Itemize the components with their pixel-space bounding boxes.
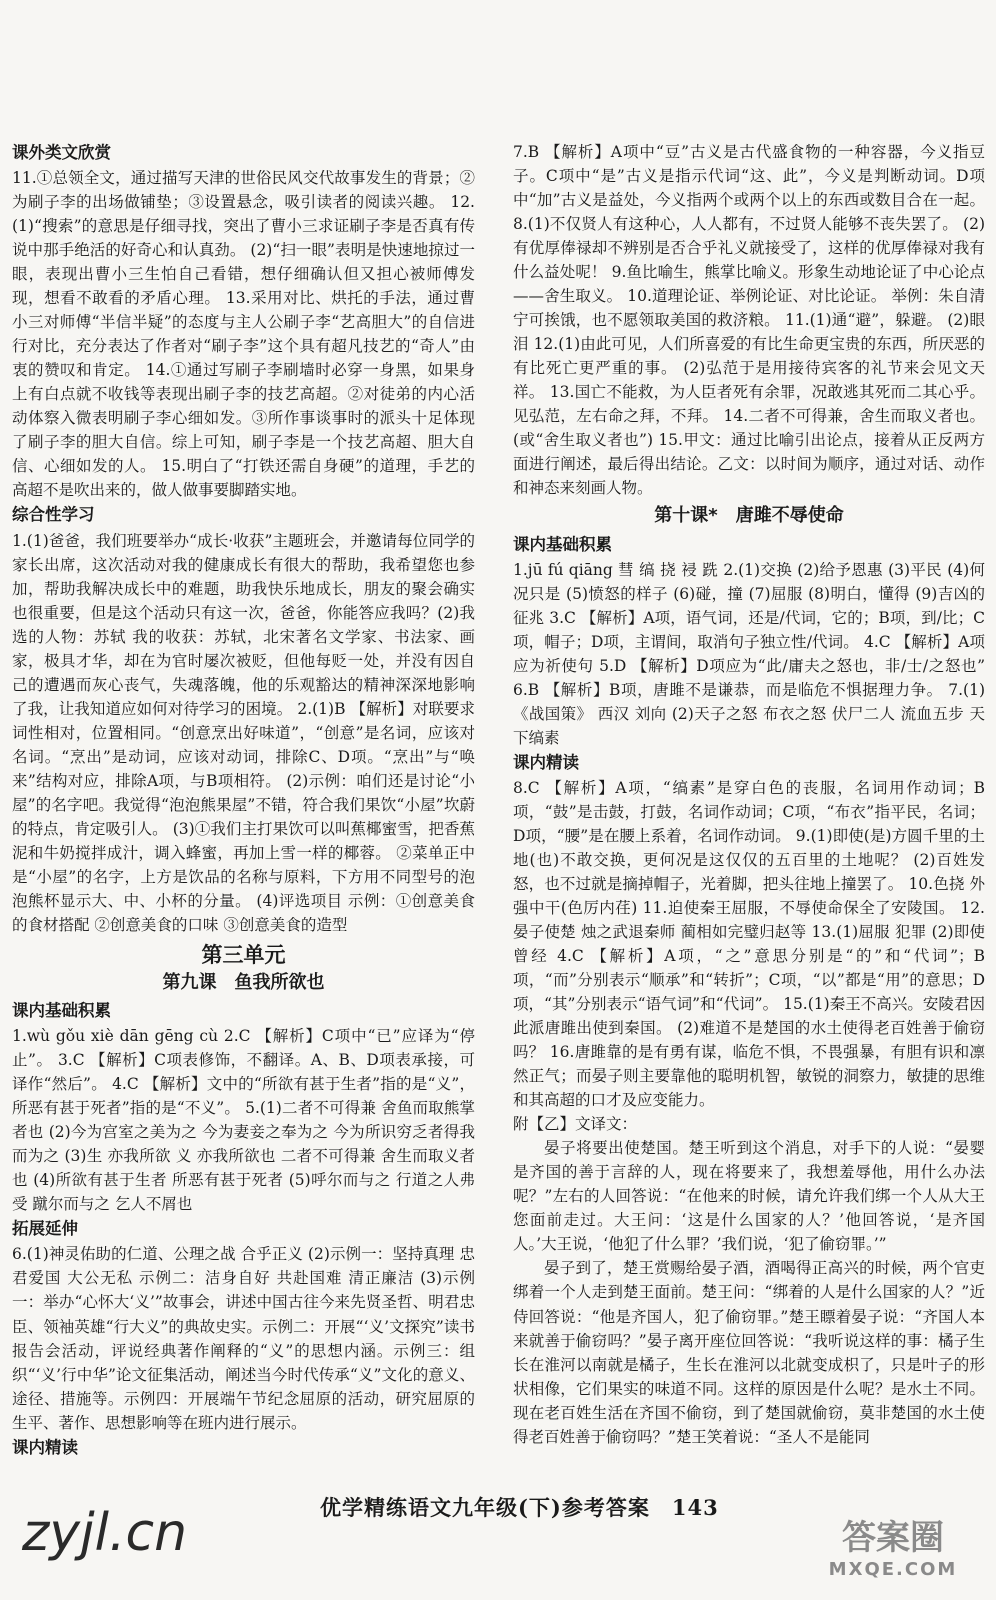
section-text: 1.wù gǒu xiè dān gēng cù 2.C 【解析】C项中“已”应译为“停止”。 3.C 【解析】C项表修饰，不翻译。A、B、D项表承接，可译作“然后”。 4.C 【解析】文中的“所欲有甚于生者”指的是“义”，所恶有甚于死者”指的是“不义”。 5.(1)二者不可得兼 舍鱼而取熊掌者也 (2)今为宫室之美为之 今为妻妾之奉为之 今为所识穷乏者得我而为之 (3)生 亦我所欲 义 亦我所欲也 二者不可得兼 舍生而取义者也 (4)所欲有甚于生者 所恶有甚于死者 (5)呼尔而与之 行道之人弗受 蹴尔而与之 乞人不屑也 xyxy=(12,1027,475,1214)
section-heading: 课内精读 xyxy=(12,1437,78,1457)
lesson-title: 第九课 鱼我所欲也 xyxy=(162,972,325,994)
left-column xyxy=(12,140,475,1461)
watermark-right xyxy=(818,1510,968,1580)
section-text: 1.jū fú qiāng 彗 缟 挠 祲 跣 2.(1)交换 (2)给予恩惠 (3)平民 (4)何况只是 (5)愤怒的样子 (6)碰，撞 (7)屈服 (8)明白，懂得 (9)吉凶的征兆 3.C 【解析】A项，语气词，还是/代词，它的；B项，到/比；C项，帽子；D项，主谓间，取消句子独立性/代词。 4.C 【解析】A项应为祈使句 5.D 【解析】D项应为“此/庸夫之怒也，非/士/之怒也” 6.B 【解析】B项，唐雎不是谦恭，而是临危不惧据理力争。 7.(1)《战国策》 西汉 刘向 (2)天子之怒 布衣之怒 伏尸二人 流血五步 天下缟素 xyxy=(513,560,985,747)
page-footer: 优学精练语文九年级(下)参考答案 143 xyxy=(320,1495,719,1520)
section-heading: 课内基础积累 xyxy=(513,534,612,554)
section-text: 1.(1)爸爸，我们班要举办“成长·收获”主题班会，并邀请每位同学的家长出席，这次活动对我的健康成长有很大的帮助，我希望您也参加，帮助我解决成长中的难题，助我快乐地成长，朋友的聚会确实也很重要，但是这个活动只有这一次，爸爸，你能答应我吗？(2)我选的人物：苏轼 我的收获：苏轼，北宋著名文学家、书法家、画家，极具才华，却在为官时屡次被贬，但他每贬一处，并没有因自己的遭遇而灰心丧气，失魂落魄，他的乐观豁达的精神深深地影响了我，让我知道应如何对待学习的困境。 2.(1)B 【解析】对联要求词性相对，位置相同。“创意烹出好味道”，“创意”是名词，应该对名词。“烹出”是动词，应该对动词，排除C、D项。“烹出”与“唤来”结构对应，排除A项，与B项相符。 (2)示例：咱们还是讨论“小屋”的名字吧。我觉得“泡泡熊果屋”不错，符合我们果饮“小屋”坎蔚的特点，肯定吸引人。 (3)①我们主打果饮可以叫蕉椰蜜雪，把香蕉泥和牛奶搅拌成汁，调入蜂蜜，再加上雪一样的椰蓉。 ②菜单正中是“小屋”的名字，上方是饮品的名称与原料，下方用不同型号的泡泡熊杯显示大、中、小杯的分量。 (4)评选项目 示例：①创意美食的食材搭配 ②创意美食的口味 ③创意美食的造型 xyxy=(12,531,475,934)
translation-paragraph: 晏子将要出使楚国。楚王听到这个消息，对手下的人说：“晏婴是齐国的善于言辞的人，现在将要来了，我想羞辱他，用什么办法呢？”左右的人回答说：“在他来的时候，请允许我们绑一个人从大王您面前走过。大王问：‘这是什么国家的人？’他回答说，‘是齐国人。’大王说，‘他犯了什么罪？’我们说，‘犯了偷窃罪。’” xyxy=(513,1139,985,1254)
section-heading: 拓展延伸 xyxy=(12,1219,78,1239)
section-text: 8.C 【解析】A项，“缟素”是穿白色的丧服，名词用作动词；B项，“鼓”是击鼓，打鼓，名词作动词；C项，“布衣”指平民，名词；D项，“腰”是在腰上系着，名词作动词。 9.(1)即使(是)方圆千里的土地(也)不敢交换，更何况是这仅仅的五百里的土地呢？ (2)百姓发怒，也不过就是摘掉帽子，光着脚，把头往地上撞罢了。 10.色挠 外强中干(色厉内荏) 11.迫使秦王屈服，不辱使命保全了安陵国。 12.晏子使楚 烛之武退秦师 蔺相如完璧归赵等 13.(1)屈服 犯罪 (2)即使 曾经 4.C 【解析】A项，“之”意思分别是“的”和“代词”；B项，“而”分别表示“顺承”和“转折”；C项，“以”都是“用”的意思；D项，“其”分别表示“语气词”和“代词”。 15.(1)秦王不高兴。安陵君因此派唐雎出使到秦国。 (2)难道不是楚国的水土使得老百姓善于偷窃吗？ 16.唐雎靠的是有勇有谋，临危不惧，不畏强暴，有胆有识和凛然正气；而晏子则主要靠他的聪明机智，敏锐的洞察力，敏捷的思维和其高超的口才及应变能力。 xyxy=(513,778,985,1110)
watermark-left: zyjl.cn xyxy=(22,1503,188,1563)
translation-heading: 附【乙】文译文： xyxy=(513,1115,638,1134)
watermark-logo-text: 答案圈 xyxy=(842,1518,944,1558)
unit-title: 第三单元 xyxy=(201,943,286,968)
section-text: 7.B 【解析】A项中“豆”古义是古代盛食物的一种容器，今义指豆子。C项中“是”古义是指示代词“这、此”，今义是判断动词。D项中“加”古义是益处，今义指两个或两个以上的东西或数目合在一起。 8.(1)不仅贤人有这种心，人人都有，不过贤人能够不丧失罢了。 (2)有优厚俸禄却不辨别是否合乎礼义就接受了，这样的优厚俸禄对我有什么益处呢！ 9.鱼比喻生，熊掌比喻义。形象生动地论证了中心论点——舍生取义。 10.道理论证、举例论证、对比论证。 举例：朱自清宁可挨饿，也不愿领取美国的救济粮。 11.(1)通“避”，躲避。 (2)眼泪 12.(1)由此可见，人们所喜爱的有比生命更宝贵的东西，所厌恶的有比死亡更严重的事。 (2)弘范于是用接待宾客的礼节来会见文天祥。 13.国亡不能救，为人臣者死有余罪，况敢逃其死而二其心乎。 见弘范，左右命之拜，不拜。 14.二者不可得兼，舍生而取义者也。(或“舍生取义者也”) 15.甲文：通过比喻引出论点，接着从正反两方面进行阐述，最后得出结论。乙文：以时间为顺序，通过对话、动作和神态来刻画人物。 xyxy=(513,143,985,498)
right-column xyxy=(513,140,985,1449)
section-heading: 课外类文欣赏 xyxy=(12,143,111,162)
section-heading: 课内基础积累 xyxy=(12,1001,111,1021)
watermark-domain: MXQE.COM xyxy=(828,1559,958,1580)
section-text: 6.(1)神灵佑助的仁道、公理之战 合乎正义 (2)示例一：坚持真理 忠君爱国 大公无私 示例二：洁身自好 共赴国难 清正廉洁 (3)示例一：举办“心怀大‘义’”故事会，讲述中国古往今来先贤圣哲、明君忠臣、领袖英雄“行大义”的典故史实。示例二：开展“‘义’文探究”读书报告会活动，评说经典著作阐释的“义”的思想内涵。示例三：组织“‘义’行中华”论文征集活动，阐述当今时代传承“义”文化的意义、途径、措施等。示例四：开展端午节纪念屈原的活动，研究屈原的生平、著作、思想影响等在班内进行展示。 xyxy=(12,1245,475,1432)
section-heading: 综合性学习 xyxy=(12,505,95,525)
section-heading: 课内精读 xyxy=(513,752,579,772)
translation-paragraph: 晏子到了，楚王赏赐给晏子酒，酒喝得正高兴的时候，两个官吏绑着一个人走到楚王面前。楚王问：“绑着的人是什么国家的人？”近侍回答说：“他是齐国人，犯了偷窃罪。”楚王瞟着晏子说：“齐国人本来就善于偷窃吗？”晏子离开座位回答说：“我听说这样的事：橘子生长在淮河以南就是橘子，生长在淮河以北就变成枳了，只是叶子的形状相像，它们果实的味道不同。这样的原因是什么呢？是水土不同。现在老百姓生活在齐国不偷窃，到了楚国就偷窃，莫非楚国的水土使得老百姓善于偷窃吗？”楚王笑着说：“圣人不是能同 xyxy=(513,1259,985,1446)
lesson-title: 第十课* 唐雎不辱使命 xyxy=(654,505,844,527)
section-text: 11.①总领全文，通过描写天津的世俗民风交代故事发生的背景；②为刷子李的出场做铺垫；③设置悬念，吸引读者的阅读兴趣。 12.(1)“搜索”的意思是仔细寻找，突出了曹小三求证刷子李是否真有传说中那手绝活的好奇心和认真劲。 (2)“扫一眼”表明是快速地掠过一眼，表现出曹小三生怕自己看错，想仔细确认但又担心被师傅发现，想看不敢看的矛盾心理。 13.采用对比、烘托的手法，通过曹小三对师傅“半信半疑”的态度与主人公刷子李“艺高胆大”的自信进行对比，充分表达了作者对“刷子李”这个具有超凡技艺的“奇人”由衷的赞叹和肯定。 14.①通过写刷子李刷墙时必穿一身黑，如果身上有白点就不收钱等表现出刷子李的技艺高超。②对徒弟的内心活动体察入微表明刷子李心细如发。③所作事谈事时的派头十足体现了刷子李的胆大自信。综上可知，刷子李是一个技艺高超、胆大自信、心细如发的人。 15.明白了“打铁还需自身硬”的道理，手艺的高超不是吹出来的，做人做事要脚踏实地。 xyxy=(12,169,475,500)
